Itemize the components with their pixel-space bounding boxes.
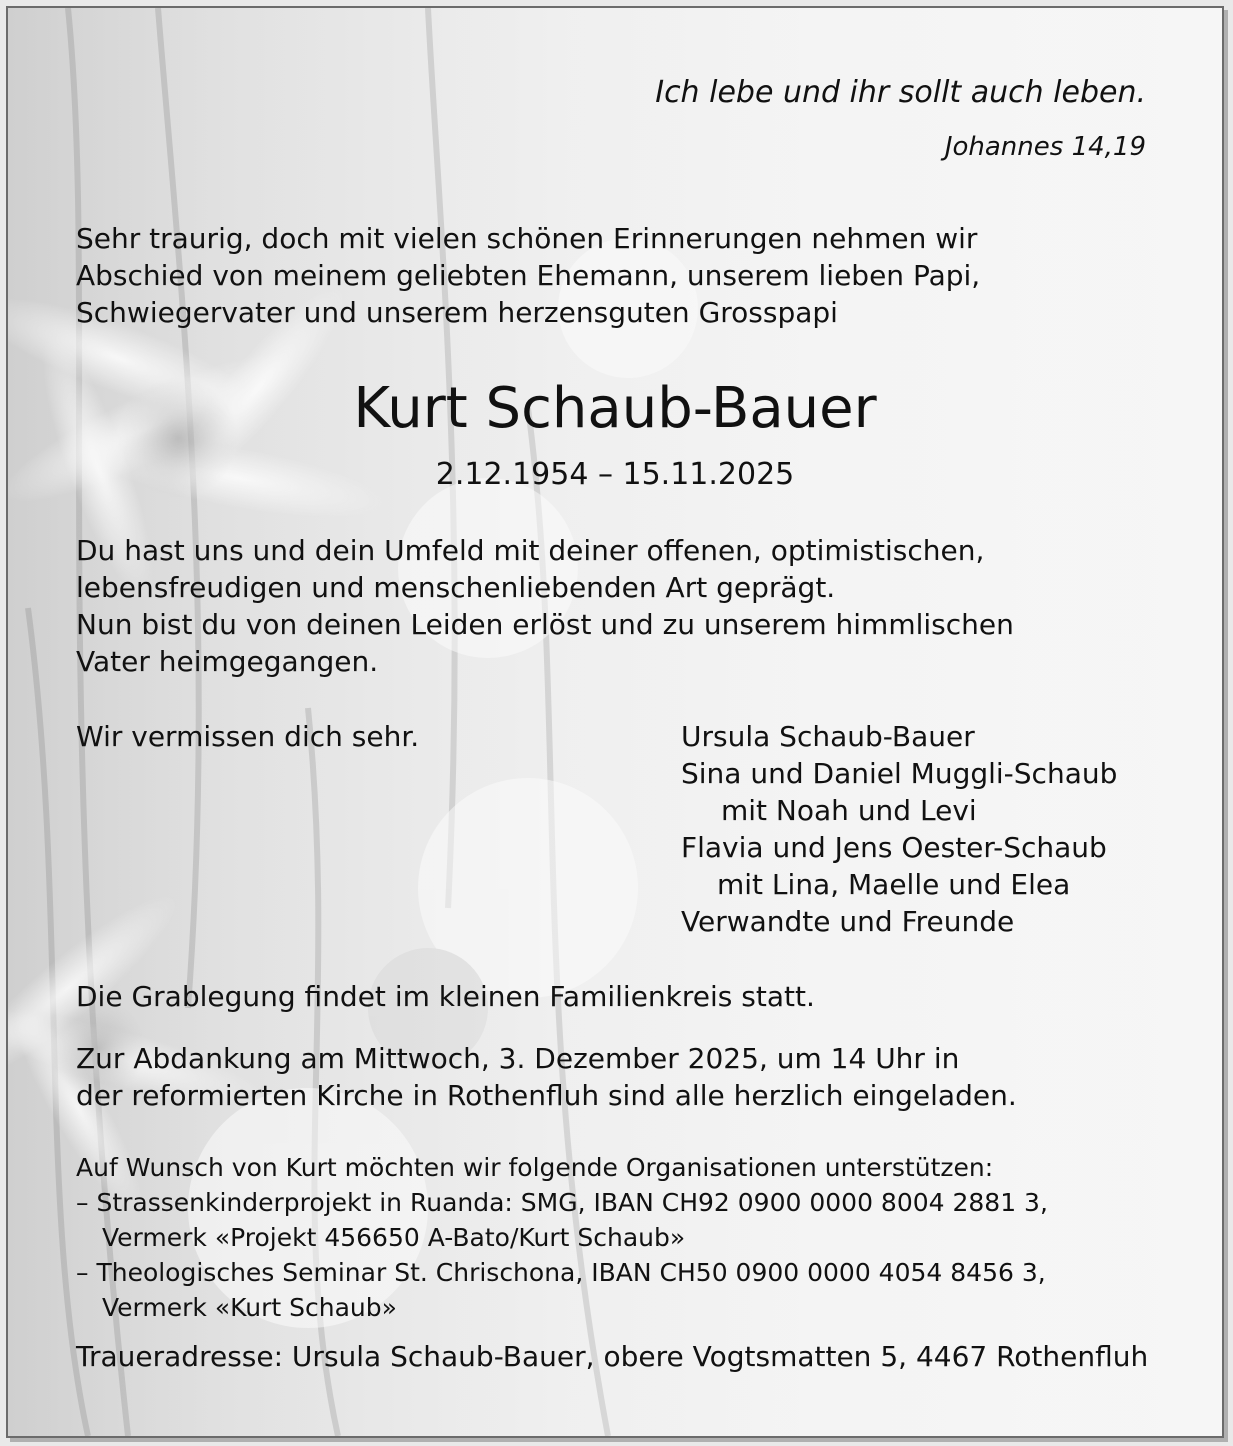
- intro-line: Abschied von meinem geliebten Ehemann, unserem lieben Papi,: [76, 259, 981, 292]
- tribute-line: Nun bist du von deinen Leiden erlöst und zu unserem himmlischen: [76, 608, 1014, 641]
- donation-item-line: – Strassenkinderprojekt in Ruanda: SMG, IBAN CH92 0900 0000 8004 2881 3,: [76, 1188, 1048, 1217]
- family-member: Verwandte und Freunde: [681, 905, 1015, 938]
- tribute-line: Vater heimgegangen.: [76, 645, 379, 678]
- service-line: Zur Abdankung am Mittwoch, 3. Dezember 2025, um 14 Uhr in: [76, 1042, 960, 1075]
- intro-line: Sehr traurig, doch mit vielen schönen Erinnerungen nehmen wir: [76, 222, 978, 255]
- family-member: Ursula Schaub-Bauer: [681, 720, 975, 753]
- burial-note: Die Grablegung findet im kleinen Familienkreis statt.: [76, 980, 815, 1013]
- miss-you-text: Wir vermissen dich sehr.: [76, 720, 420, 753]
- obituary-page: [8, 8, 1222, 1436]
- family-member: mit Noah und Levi: [721, 794, 977, 827]
- donation-item-line: – Theologisches Seminar St. Chrischona, IBAN CH50 0900 0000 4054 8456 3,: [76, 1258, 1046, 1287]
- intro-text: [76, 220, 980, 331]
- tribute-line: Du hast uns und dein Umfeld mit deiner offenen, optimistischen,: [76, 534, 985, 567]
- tribute-line: lebensfreudigen und menschenliebenden Art geprägt.: [76, 571, 836, 604]
- bible-quote: Ich lebe und ihr sollt auch leben.: [655, 75, 1146, 110]
- donation-item-note: Vermerk «Kurt Schaub»: [102, 1293, 397, 1322]
- family-list: [681, 718, 1117, 940]
- tribute-text: [76, 532, 1014, 680]
- family-member: Sina und Daniel Muggli-Schaub: [681, 757, 1118, 790]
- donations-section: [76, 1150, 1048, 1325]
- deceased-name: Kurt Schaub-Bauer: [353, 376, 877, 441]
- life-dates: 2.12.1954 – 15.11.2025: [435, 457, 795, 492]
- service-line: der reformierten Kirche in Rothenfluh sind alle herzlich eingeladen.: [76, 1079, 1017, 1112]
- service-info: [76, 1040, 1017, 1114]
- intro-line: Schwiegervater und unserem herzensguten Grosspapi: [76, 296, 838, 329]
- mourning-address: Traueradresse: Ursula Schaub-Bauer, obere Vogtsmatten 5, 4467 Rothenfluh: [76, 1340, 1149, 1373]
- donation-item-note: Vermerk «Projekt 456650 A-Bato/Kurt Schaub»: [102, 1223, 686, 1252]
- donations-intro: Auf Wunsch von Kurt möchten wir folgende Organisationen unterstützen:: [76, 1153, 994, 1182]
- bible-reference: Johannes 14,19: [944, 132, 1146, 162]
- family-member: mit Lina, Maelle und Elea: [717, 868, 1071, 901]
- family-member: Flavia und Jens Oester-Schaub: [681, 831, 1107, 864]
